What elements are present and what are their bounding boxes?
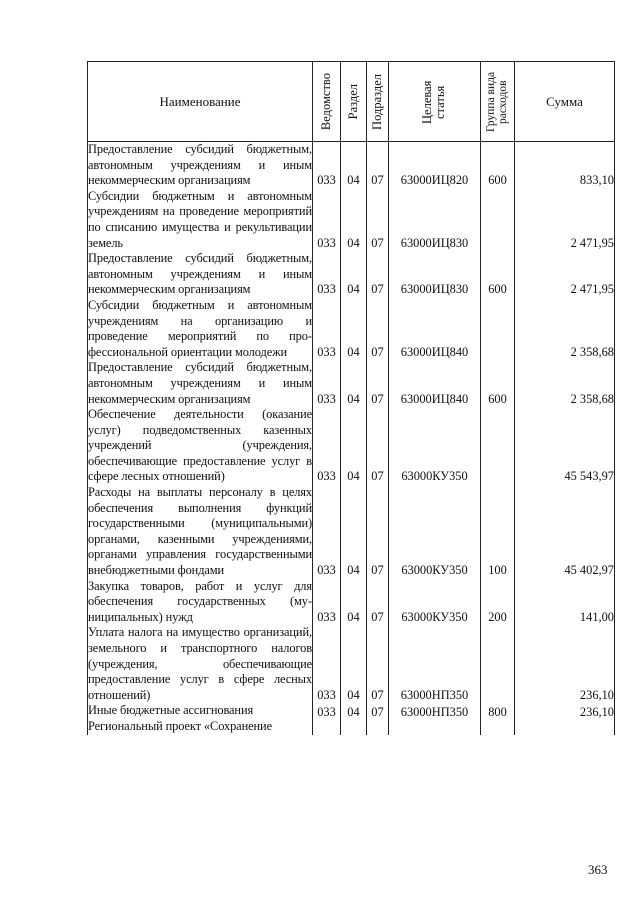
row-podrazdel: 07 (367, 251, 389, 298)
row-razdel: 04 (341, 703, 367, 719)
row-celevaya: 63000ИЦ830 (389, 251, 481, 298)
row-razdel: 04 (341, 579, 367, 626)
row-gruppa (481, 625, 515, 703)
row-summa: 236,10 (515, 703, 615, 719)
row-gruppa (481, 407, 515, 485)
row-celevaya: 63000КУ350 (389, 579, 481, 626)
row-razdel (341, 719, 367, 735)
row-celevaya: 63000ИЦ820 (389, 142, 481, 189)
row-summa: 833,10 (515, 142, 615, 189)
row-vedomstvo: 033 (313, 579, 341, 626)
row-vedomstvo: 033 (313, 703, 341, 719)
row-vedomstvo: 033 (313, 142, 341, 189)
row-vedomstvo: 033 (313, 360, 341, 407)
table-row (88, 360, 615, 407)
row-vedomstvo: 033 (313, 251, 341, 298)
table-row (88, 189, 615, 251)
row-summa: 45 543,97 (515, 407, 615, 485)
row-name: Предоставление субсидий бюджетным, автономным учреждениям и иным некоммерческим организациям (88, 360, 312, 406)
page-number: 363 (588, 862, 608, 877)
header-razdel: Раздел (341, 62, 367, 142)
row-razdel: 04 (341, 360, 367, 407)
table-header-row (88, 62, 615, 142)
row-summa (515, 719, 615, 735)
row-name: Субсидии бюджетным и автономным учреждениям на организацию и проведение мероприятий по профессиональной ориентации молодежи (88, 297, 312, 359)
row-gruppa: 600 (481, 251, 515, 298)
header-podrazdel: Подраздел (367, 62, 389, 142)
row-gruppa: 600 (481, 360, 515, 407)
row-celevaya: 63000КУ350 (389, 407, 481, 485)
row-celevaya: 63000ИЦ830 (389, 189, 481, 251)
row-podrazdel (367, 719, 389, 735)
row-summa: 2 358,68 (515, 360, 615, 407)
row-vedomstvo (313, 719, 341, 735)
row-summa: 2 471,95 (515, 251, 615, 298)
table-row (88, 719, 615, 735)
row-vedomstvo: 033 (313, 189, 341, 251)
row-celevaya: 63000ИЦ840 (389, 298, 481, 360)
row-name: Предоставление субсидий бюджетным, автономным учреждениям и иным некоммерческим организациям (88, 251, 312, 297)
row-name: Иные бюджетные ассигнования (88, 703, 313, 719)
row-summa: 2 471,95 (515, 189, 615, 251)
row-name: Субсидии бюджетным и автономным учреждениям на проведение мероприятий по списанию имущества и рекультивации земель (88, 188, 312, 250)
row-name: Расходы на выплаты персоналу в целях обеспечения выполнения функций государственными (муниципальными) органами, казенными учреждениями, органами управления государственными внебюджетными фондами (88, 485, 312, 578)
table-row (88, 407, 615, 485)
row-summa: 236,10 (515, 625, 615, 703)
row-podrazdel: 07 (367, 703, 389, 719)
row-razdel: 04 (341, 251, 367, 298)
row-summa: 45 402,97 (515, 485, 615, 579)
row-razdel: 04 (341, 625, 367, 703)
row-vedomstvo: 033 (313, 407, 341, 485)
header-summa: Сумма (515, 62, 615, 142)
row-name: Обеспечение деятельности (оказание услуг) подведомственных казенных учреждений (учреждения, обеспечивающие предоставление услуг в сфере лесных отношений) (88, 407, 312, 484)
row-vedomstvo: 033 (313, 625, 341, 703)
row-podrazdel: 07 (367, 485, 389, 579)
row-vedomstvo: 033 (313, 485, 341, 579)
row-podrazdel: 07 (367, 142, 389, 189)
header-gruppa-vida-rashodov: Группа вида расходов (481, 62, 515, 142)
budget-table (87, 61, 615, 735)
row-celevaya: 63000КУ350 (389, 485, 481, 579)
row-podrazdel: 07 (367, 360, 389, 407)
row-name: Предоставление субсидий бюджетным, автономным учреждениям и иным некоммерческим организациям (88, 142, 312, 188)
row-gruppa: 800 (481, 703, 515, 719)
table-row (88, 579, 615, 626)
row-podrazdel: 07 (367, 189, 389, 251)
row-gruppa: 100 (481, 485, 515, 579)
row-razdel: 04 (341, 189, 367, 251)
row-celevaya: 63000ИЦ840 (389, 360, 481, 407)
table-row (88, 142, 615, 189)
row-name: Региональный проект «Сохранение (88, 719, 313, 735)
row-summa: 141,00 (515, 579, 615, 626)
table-row (88, 703, 615, 719)
header-vedomstvo: Ведомство (313, 62, 341, 142)
row-podrazdel: 07 (367, 407, 389, 485)
row-gruppa (481, 719, 515, 735)
row-razdel: 04 (341, 142, 367, 189)
row-name: Закупка товаров, работ и услуг для обеспечения государственных (муниципальных) нужд (88, 578, 312, 624)
row-celevaya: 63000НП350 (389, 703, 481, 719)
row-name: Уплата налога на имущество организаций, земельного и транспортного налогов (учреждения, обеспечивающие предоставление услуг в сфере лесных отношений) (88, 625, 312, 702)
row-summa: 2 358,68 (515, 298, 615, 360)
row-gruppa (481, 189, 515, 251)
row-razdel: 04 (341, 407, 367, 485)
row-vedomstvo: 033 (313, 298, 341, 360)
header-celevaya-statya: Целевая статья (389, 62, 481, 142)
row-celevaya: 63000НП350 (389, 625, 481, 703)
row-gruppa: 600 (481, 142, 515, 189)
row-celevaya (389, 719, 481, 735)
header-name: Наименование (88, 62, 313, 142)
row-razdel: 04 (341, 298, 367, 360)
table-row (88, 298, 615, 360)
row-razdel: 04 (341, 485, 367, 579)
row-podrazdel: 07 (367, 579, 389, 626)
table-row (88, 251, 615, 298)
row-podrazdel: 07 (367, 625, 389, 703)
row-podrazdel: 07 (367, 298, 389, 360)
table-row (88, 485, 615, 579)
table-row (88, 625, 615, 703)
row-gruppa: 200 (481, 579, 515, 626)
row-gruppa (481, 298, 515, 360)
